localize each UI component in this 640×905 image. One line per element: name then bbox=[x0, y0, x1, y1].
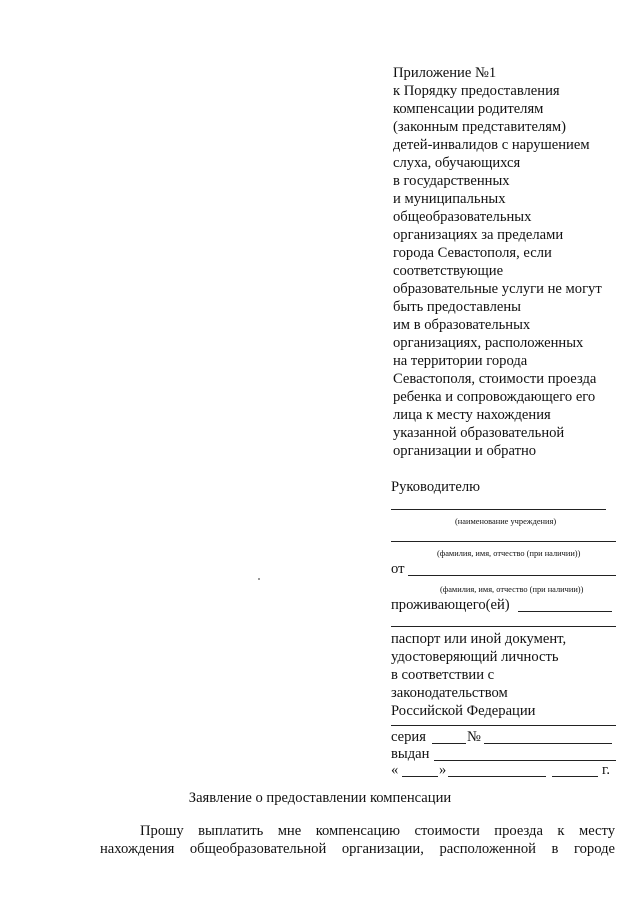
appendix-line: соответствующие bbox=[393, 263, 504, 279]
appendix-line: быть предоставлены bbox=[393, 299, 521, 315]
appendix-line: и муниципальных bbox=[393, 191, 506, 207]
number-label: № bbox=[467, 729, 481, 745]
date-close-quote: » bbox=[439, 762, 447, 778]
body-line: нахождения общеобразовательной организации, расположенной в городе bbox=[100, 841, 615, 857]
appendix-line: на территории города bbox=[393, 353, 528, 369]
date-day-line[interactable] bbox=[402, 776, 438, 777]
appendix-line: детей-инвалидов с нарушением bbox=[393, 137, 590, 153]
head-fio-caption: (фамилия, имя, отчество (при наличии)) bbox=[437, 549, 581, 558]
number-line[interactable] bbox=[484, 743, 612, 744]
doc-line: паспорт или иной документ, bbox=[391, 631, 567, 647]
appendix-line: организациях, расположенных bbox=[393, 335, 584, 351]
doc-line: удостоверяющий личность bbox=[391, 649, 559, 665]
residing-line[interactable] bbox=[518, 611, 612, 612]
institution-caption: (наименование учреждения) bbox=[455, 517, 557, 526]
doc-line: законодательством bbox=[391, 685, 508, 701]
applicant-fio-caption: (фамилия, имя, отчество (при наличии)) bbox=[440, 585, 584, 594]
appendix-line: общеобразовательных bbox=[393, 209, 532, 225]
appendix-line: компенсации родителям bbox=[393, 101, 544, 117]
residing-label: проживающего(ей) bbox=[391, 597, 510, 613]
to-head-label: Руководителю bbox=[391, 479, 481, 495]
appendix-line: им в образовательных bbox=[393, 317, 531, 333]
appendix-line: города Севастополя, если bbox=[393, 245, 552, 261]
appendix-line: лица к месту нахождения bbox=[393, 407, 551, 423]
appendix-line: Приложение №1 bbox=[393, 65, 497, 81]
doc-line: в соответствии с bbox=[391, 667, 495, 683]
application-body bbox=[100, 822, 615, 858]
date-open-quote: « bbox=[391, 762, 399, 778]
appendix-line: слуха, обучающихся bbox=[393, 155, 521, 171]
issued-line[interactable] bbox=[434, 760, 616, 761]
date-year-line[interactable] bbox=[552, 776, 598, 777]
year-suffix: г. bbox=[602, 762, 610, 778]
appendix-line: ребенка и сопровождающего его bbox=[393, 389, 596, 405]
address-line[interactable] bbox=[391, 626, 616, 627]
institution-name-line[interactable] bbox=[391, 509, 606, 510]
appendix-line: указанной образовательной bbox=[393, 425, 565, 441]
from-label: от bbox=[391, 561, 405, 577]
series-line[interactable] bbox=[432, 743, 466, 744]
appendix-line: к Порядку предоставления bbox=[393, 83, 560, 99]
applicant-fio-line[interactable] bbox=[408, 575, 616, 576]
date-month-line[interactable] bbox=[448, 776, 546, 777]
head-fio-line[interactable] bbox=[391, 541, 616, 542]
appendix-header bbox=[393, 64, 623, 460]
doc-line: Российской Федерации bbox=[391, 703, 536, 719]
document-line[interactable] bbox=[391, 725, 616, 726]
scan-artifact bbox=[258, 578, 260, 580]
issued-label: выдан bbox=[391, 746, 430, 762]
appendix-line: образовательные услуги не могут bbox=[393, 281, 602, 297]
body-line: Прошу выплатить мне компенсацию стоимости проезда к месту bbox=[140, 823, 615, 839]
appendix-line: Севастополя, стоимости проезда bbox=[393, 371, 597, 387]
appendix-line: организациях за пределами bbox=[393, 227, 564, 243]
appendix-line: в государственных bbox=[393, 173, 510, 189]
appendix-line: организации и обратно bbox=[393, 443, 537, 459]
appendix-line: (законным представителям) bbox=[393, 119, 567, 135]
application-title: Заявление о предоставлении компенсации bbox=[188, 790, 452, 806]
series-label: серия bbox=[391, 729, 426, 745]
